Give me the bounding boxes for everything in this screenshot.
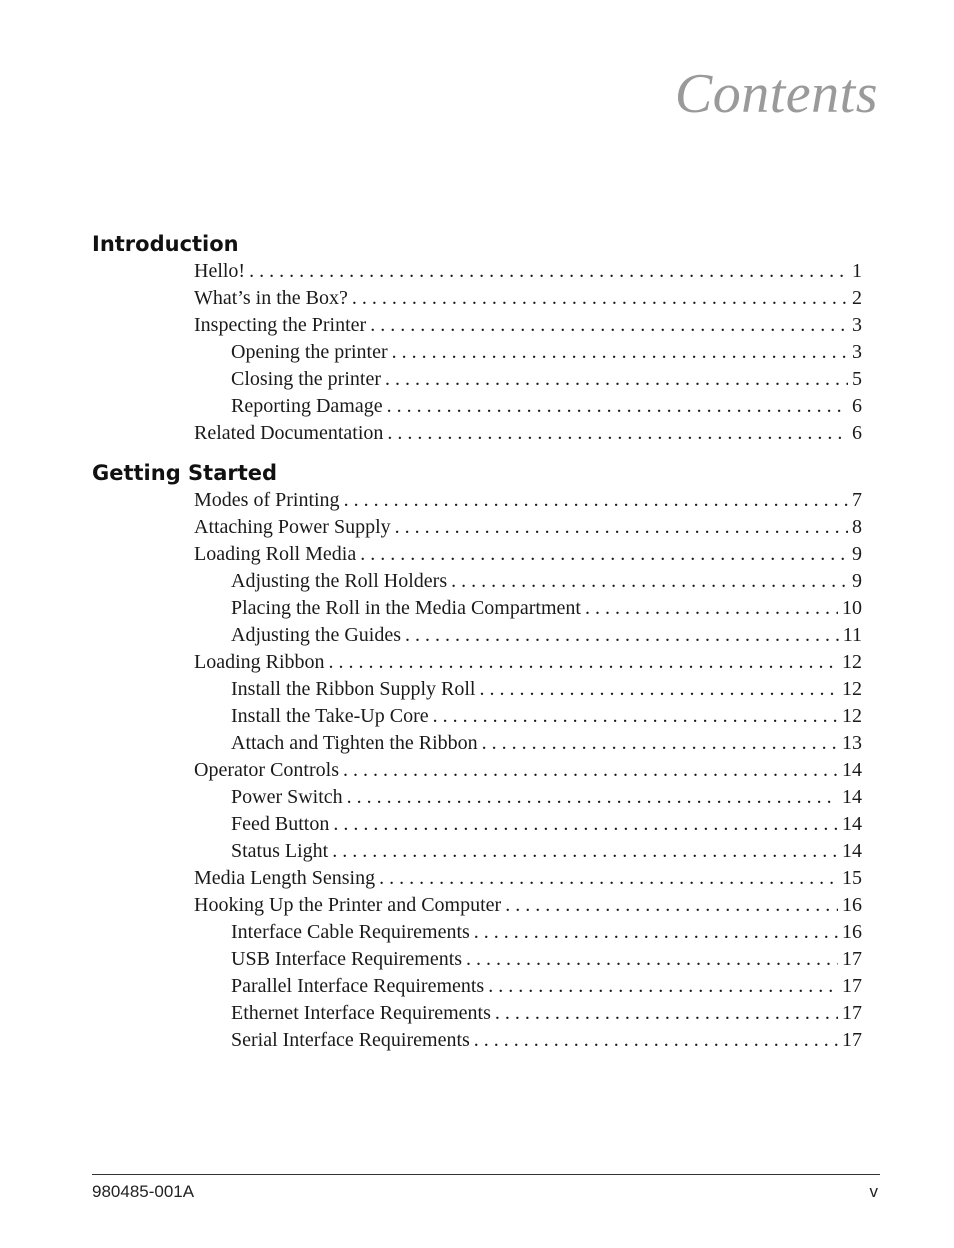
toc-entry-label: Loading Roll Media [194,543,357,565]
toc-entry-page: 3 [852,341,862,363]
dot-leader [387,420,848,447]
toc-entry-label: Loading Ribbon [194,651,325,673]
toc-entry[interactable] [194,420,862,447]
toc-entry-label: Closing the printer [231,368,381,390]
toc-entry-label: Adjusting the Roll Holders [231,570,448,592]
dot-leader [395,514,848,541]
dot-leader [505,892,838,919]
section-heading: Getting Started [92,461,278,485]
toc-subentry[interactable] [231,1000,862,1027]
toc-subentry[interactable] [231,703,862,730]
toc-entry-label: Status Light [231,840,329,862]
toc-entry-page: 15 [842,867,862,889]
toc-entry[interactable] [194,541,862,568]
table-of-contents [92,230,862,1054]
toc-subentry[interactable] [231,784,862,811]
dot-leader [466,946,838,973]
toc-entry-label: Serial Interface Requirements [231,1029,470,1051]
dot-leader [329,649,838,676]
toc-entry[interactable] [194,312,862,339]
dot-leader [360,541,848,568]
dot-leader [585,595,838,622]
toc-entry-page: 1 [852,260,862,282]
toc-subentry[interactable] [231,622,862,649]
toc-entry-page: 17 [842,975,862,997]
toc-entry-label: Ethernet Interface Requirements [231,1002,491,1024]
toc-entry-page: 2 [852,287,862,309]
dot-leader [474,919,838,946]
toc-subentry[interactable] [231,595,862,622]
toc-entry-label: Attach and Tighten the Ribbon [231,732,478,754]
toc-entry[interactable] [194,285,862,312]
toc-subentry[interactable] [231,339,862,366]
footer-doc-number: 980485-001A [92,1182,195,1201]
dot-leader [352,285,848,312]
toc-subentry[interactable] [231,366,862,393]
toc-subentry[interactable] [231,568,862,595]
dot-leader [387,393,848,420]
toc-entry-label: Operator Controls [194,759,339,781]
dot-leader [433,703,838,730]
toc-entry-label: Power Switch [231,786,343,808]
toc-subentry[interactable] [231,838,862,865]
toc-subentry[interactable] [231,393,862,420]
toc-subentry[interactable] [231,973,862,1000]
dot-leader [405,622,839,649]
toc-entry-label: Opening the printer [231,341,388,363]
dot-leader [343,757,838,784]
toc-entry-page: 13 [842,732,862,754]
toc-entry-page: 6 [852,422,862,444]
dot-leader [347,784,838,811]
toc-entry-page: 8 [852,516,862,538]
dot-leader [249,258,848,285]
toc-section [92,230,862,447]
dot-leader [332,838,838,865]
toc-entry-label: Hello! [194,260,246,282]
toc-entry[interactable] [194,258,862,285]
toc-entry-label: Hooking Up the Printer and Computer [194,894,502,916]
toc-entry-label: Interface Cable Requirements [231,921,470,943]
toc-entry[interactable] [194,649,862,676]
toc-entry-page: 16 [842,921,862,943]
footer-divider [92,1174,880,1175]
toc-entry-label: Reporting Damage [231,395,383,417]
toc-entry[interactable] [194,487,862,514]
dot-leader [451,568,848,595]
dot-leader [495,1000,838,1027]
toc-entry-label: What’s in the Box? [194,287,348,309]
toc-entry-page: 5 [852,368,862,390]
toc-entry-label: USB Interface Requirements [231,948,463,970]
toc-entry-label: Related Documentation [194,422,384,444]
toc-section [92,459,862,1054]
toc-entry[interactable] [194,892,862,919]
toc-entry-label: Feed Button [231,813,330,835]
toc-entry-page: 12 [842,651,862,673]
toc-entry-page: 17 [842,1029,862,1051]
toc-entry-label: Modes of Printing [194,489,340,511]
toc-entry-page: 12 [842,705,862,727]
toc-entry-page: 12 [842,678,862,700]
toc-entry-page: 16 [842,894,862,916]
dot-leader [488,973,838,1000]
toc-entry-page: 11 [842,624,862,646]
toc-entry-page: 14 [842,786,862,808]
toc-entry-page: 17 [842,948,862,970]
toc-entry-label: Media Length Sensing [194,867,376,889]
dot-leader [392,339,848,366]
dot-leader [482,730,838,757]
toc-entry-page: 17 [842,1002,862,1024]
toc-entry-page: 9 [852,543,862,565]
dot-leader [474,1027,838,1054]
page-title: Contents [674,63,878,125]
toc-entry-page: 7 [852,489,862,511]
toc-entry-page: 9 [852,570,862,592]
toc-entry-label: Inspecting the Printer [194,314,367,336]
toc-subentry[interactable] [231,676,862,703]
toc-entry-label: Adjusting the Guides [231,624,401,646]
toc-subentry[interactable] [231,730,862,757]
section-heading: Introduction [92,232,239,256]
toc-entry-label: Placing the Roll in the Media Compartment [231,597,581,619]
toc-subentry[interactable] [231,1027,862,1054]
toc-entry-label: Install the Take-Up Core [231,705,429,727]
toc-entry-page: 10 [842,597,862,619]
dot-leader [344,487,848,514]
footer-page-number: v [869,1182,878,1201]
dot-leader [379,865,838,892]
toc-entry-label: Parallel Interface Requirements [231,975,485,997]
toc-entry[interactable] [194,514,862,541]
toc-subentry[interactable] [231,919,862,946]
toc-entry-page: 3 [852,314,862,336]
toc-entry-page: 14 [842,840,862,862]
dot-leader [385,366,848,393]
dot-leader [479,676,838,703]
toc-entry-label: Attaching Power Supply [194,516,391,538]
toc-entry-label: Install the Ribbon Supply Roll [231,678,476,700]
toc-entry-page: 14 [842,759,862,781]
toc-entry[interactable] [194,865,862,892]
toc-subentry[interactable] [231,811,862,838]
dot-leader [333,811,838,838]
dot-leader [370,312,848,339]
toc-subentry[interactable] [231,946,862,973]
toc-entry-page: 6 [852,395,862,417]
toc-entry[interactable] [194,757,862,784]
toc-entry-page: 14 [842,813,862,835]
